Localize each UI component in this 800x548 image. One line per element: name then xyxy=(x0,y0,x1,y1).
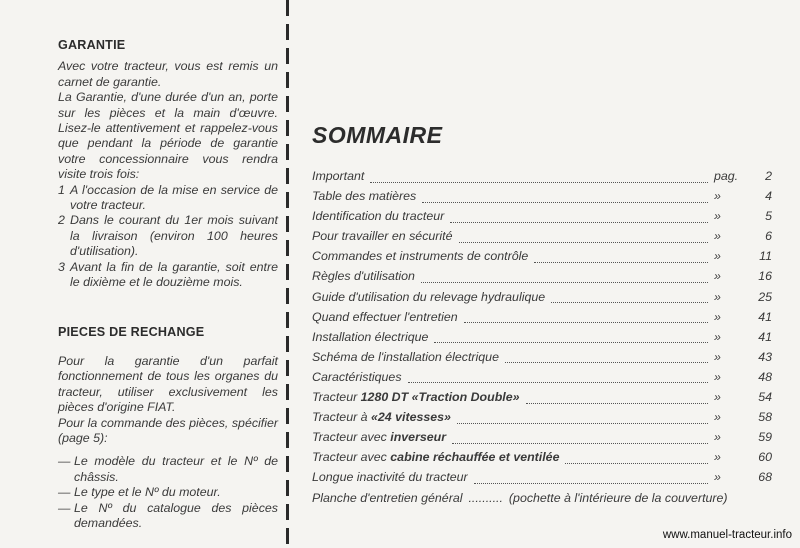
toc-label-text: Quand effectuer l'entretien xyxy=(312,309,458,324)
garantie-title: GARANTIE xyxy=(58,38,126,52)
dash-mark: — xyxy=(58,500,71,515)
toc-page-ref: » xyxy=(714,289,721,304)
toc-page-ref: » xyxy=(714,430,721,445)
toc-entry[interactable] xyxy=(312,350,772,370)
toc-entry[interactable] xyxy=(312,269,772,289)
toc-entry[interactable] xyxy=(312,249,772,269)
toc-entry[interactable] xyxy=(312,330,772,350)
toc-page-ref: » xyxy=(714,189,721,204)
toc-leader-dots xyxy=(370,182,708,183)
toc-entry[interactable] xyxy=(312,189,772,209)
toc-leader-dots xyxy=(526,403,709,404)
toc-leader-dots xyxy=(434,342,708,343)
toc-label xyxy=(312,310,458,324)
toc-label-emphasis: 1280 DT «Traction Double» xyxy=(360,390,520,405)
visit-text: Avant la fin de la garantie, soit entre le dixième et le douzième mois. xyxy=(70,259,278,290)
pieces-section xyxy=(58,325,278,532)
toc-label-text: Important xyxy=(312,169,365,183)
garantie-body: La Garantie, d'une durée d'un an, porte sur les pièces et la main d'œuvre. Lisez-le attentivement et rappelez-vous que pendant la période de garantie votre concessionnaire vous rendra visite trois fois: xyxy=(58,90,278,182)
toc-label-text: Caractéristiques xyxy=(312,369,402,384)
toc-label-emphasis: «24 vitesses» xyxy=(371,410,451,425)
toc-label xyxy=(312,229,453,243)
toc-label-emphasis: inverseur xyxy=(390,430,447,445)
toc-page-number: 48 xyxy=(758,369,772,384)
toc-page-ref: » xyxy=(714,450,721,465)
page-divider xyxy=(286,0,289,548)
toc-page-ref: » xyxy=(714,209,721,224)
toc-label xyxy=(312,350,499,364)
toc-page-ref: » xyxy=(714,309,721,324)
toc-label-text: Pour travailler en sécurité xyxy=(312,229,453,244)
toc-entry[interactable] xyxy=(312,390,772,410)
list-item xyxy=(58,260,278,291)
list-item xyxy=(58,454,278,485)
toc-entry[interactable] xyxy=(312,209,772,229)
toc-leader-dots xyxy=(421,282,708,283)
toc-entry[interactable] xyxy=(312,430,772,450)
toc-leader-dots xyxy=(450,222,708,223)
toc-entry[interactable] xyxy=(312,410,772,430)
toc-dots-text: .......... xyxy=(468,490,503,505)
toc-note: (pochette à l'intérieure de la couverture) xyxy=(508,490,728,505)
toc-page-number: 60 xyxy=(758,450,772,465)
toc-entry[interactable] xyxy=(312,290,772,310)
toc-leader-dots xyxy=(457,423,708,424)
dash-mark: — xyxy=(58,454,71,469)
pieces-list xyxy=(58,454,278,531)
toc-label xyxy=(312,330,428,344)
toc-label xyxy=(312,269,415,283)
toc-label-text: Tracteur xyxy=(312,390,361,405)
toc-page-ref: » xyxy=(714,410,721,425)
toc-label xyxy=(312,169,364,183)
toc-page-number: 6 xyxy=(765,229,772,244)
toc-page-ref: » xyxy=(714,329,721,344)
visit-text: Dans le courant du 1er mois suivant la livraison (environ 100 heures d'utilisation). xyxy=(70,213,278,259)
toc-leader-dots xyxy=(534,262,708,263)
toc-label xyxy=(312,189,416,203)
toc-page-number: 41 xyxy=(758,309,772,324)
watermark: www.manuel-tracteur.info xyxy=(662,529,792,541)
list-item xyxy=(58,183,278,214)
toc-entry[interactable] xyxy=(312,470,772,490)
toc-label-emphasis: cabine réchauffée et ventilée xyxy=(390,450,560,465)
visit-number: 2 xyxy=(58,213,65,228)
toc-leader-dots xyxy=(408,382,708,383)
toc-page-number: 4 xyxy=(765,189,772,204)
toc-label xyxy=(312,370,402,384)
toc-label-text: Tracteur à xyxy=(312,410,371,425)
piece-item-text: Le modèle du tracteur et le Nº de châssis. xyxy=(74,454,278,484)
toc-page-ref: » xyxy=(714,349,721,364)
toc-entry[interactable] xyxy=(312,229,772,249)
list-item xyxy=(58,213,278,259)
toc-leader-dots xyxy=(551,302,708,303)
toc-leader-dots xyxy=(464,322,708,323)
toc-list xyxy=(312,169,772,511)
toc-leader-dots xyxy=(474,483,708,484)
pieces-para2: Pour la commande des pièces, spécifier (page 5): xyxy=(58,415,278,445)
toc-leader-dots xyxy=(422,202,708,203)
toc-entry-last[interactable] xyxy=(312,491,772,511)
toc-page-ref: » xyxy=(714,470,721,485)
visit-text: A l'occasion de la mise en service de votre tracteur. xyxy=(70,182,278,213)
toc-label-text: Identification du tracteur xyxy=(312,209,445,224)
toc-entry[interactable] xyxy=(312,310,772,330)
toc-leader-dots xyxy=(459,242,709,243)
toc-page-ref: » xyxy=(714,390,721,405)
toc-page-number: 16 xyxy=(758,269,772,284)
toc-page-ref: » xyxy=(714,249,721,264)
toc-label: Planche d'entretien général xyxy=(312,490,463,505)
toc-label xyxy=(312,290,545,304)
toc-leader-dots xyxy=(505,362,708,363)
toc-page-number: 25 xyxy=(758,289,772,304)
toc-page-ref: pag. xyxy=(714,169,739,183)
pieces-para1: Pour la garantie d'un parfait fonctionnement de tous les organes du tracteur, utiliser exclusivement les pièces d'origine FIAT. xyxy=(58,353,278,415)
garantie-intro: Avec votre tracteur, vous est remis un carnet de garantie. xyxy=(58,59,278,89)
garantie-visits-list xyxy=(58,183,278,291)
toc-entry[interactable] xyxy=(312,169,772,189)
piece-item-text: Le Nº du catalogue des pièces demandées. xyxy=(74,500,278,530)
toc-page-number: 43 xyxy=(758,349,772,364)
toc-page-number: 68 xyxy=(758,470,772,485)
toc-page-number: 59 xyxy=(758,430,772,445)
toc-leader-dots xyxy=(452,443,708,444)
pieces-title: PIECES DE RECHANGE xyxy=(58,324,205,339)
toc-entry[interactable] xyxy=(312,450,772,470)
garantie-section xyxy=(58,38,278,291)
toc-label-text: Règles d'utilisation xyxy=(312,269,415,284)
toc-label xyxy=(312,430,446,444)
toc-label-text: Table des matières xyxy=(312,189,417,204)
toc-page-number: 5 xyxy=(765,209,772,224)
visit-number: 1 xyxy=(58,182,65,197)
toc-label xyxy=(312,450,559,464)
left-column xyxy=(58,38,278,531)
toc-label-text: Schéma de l'installation électrique xyxy=(312,349,499,364)
sommaire-title: SOMMAIRE xyxy=(312,122,443,148)
toc-page-number: 2 xyxy=(765,169,772,183)
toc-label xyxy=(312,410,451,424)
toc-label-text: Tracteur avec xyxy=(312,450,391,465)
piece-item-text: Le type et le Nº du moteur. xyxy=(74,485,221,500)
list-item xyxy=(58,501,278,532)
toc-label-text: Longue inactivité du tracteur xyxy=(312,470,468,485)
dash-mark: — xyxy=(58,485,71,500)
toc-page-number: 54 xyxy=(758,390,772,405)
list-item xyxy=(58,485,278,500)
toc-page-number: 58 xyxy=(758,410,772,425)
toc-page-ref: » xyxy=(714,369,721,384)
toc-label-text: Installation électrique xyxy=(312,329,429,344)
toc-label xyxy=(312,209,444,223)
toc-page-ref: » xyxy=(714,269,721,284)
toc-label-text: Guide d'utilisation du relevage hydraulique xyxy=(312,289,546,304)
toc-label-text: Tracteur avec xyxy=(312,430,391,445)
sommaire-section xyxy=(312,122,772,511)
toc-label xyxy=(312,249,528,263)
toc-entry[interactable] xyxy=(312,370,772,390)
toc-label-text: Commandes et instruments de contrôle xyxy=(312,249,529,264)
toc-page-ref: » xyxy=(714,229,721,244)
toc-leader-dots xyxy=(565,463,708,464)
toc-label xyxy=(312,390,520,404)
toc-page-number: 41 xyxy=(758,329,772,344)
toc-page-number: 11 xyxy=(759,249,772,264)
toc-label xyxy=(312,470,468,484)
visit-number: 3 xyxy=(58,259,65,274)
